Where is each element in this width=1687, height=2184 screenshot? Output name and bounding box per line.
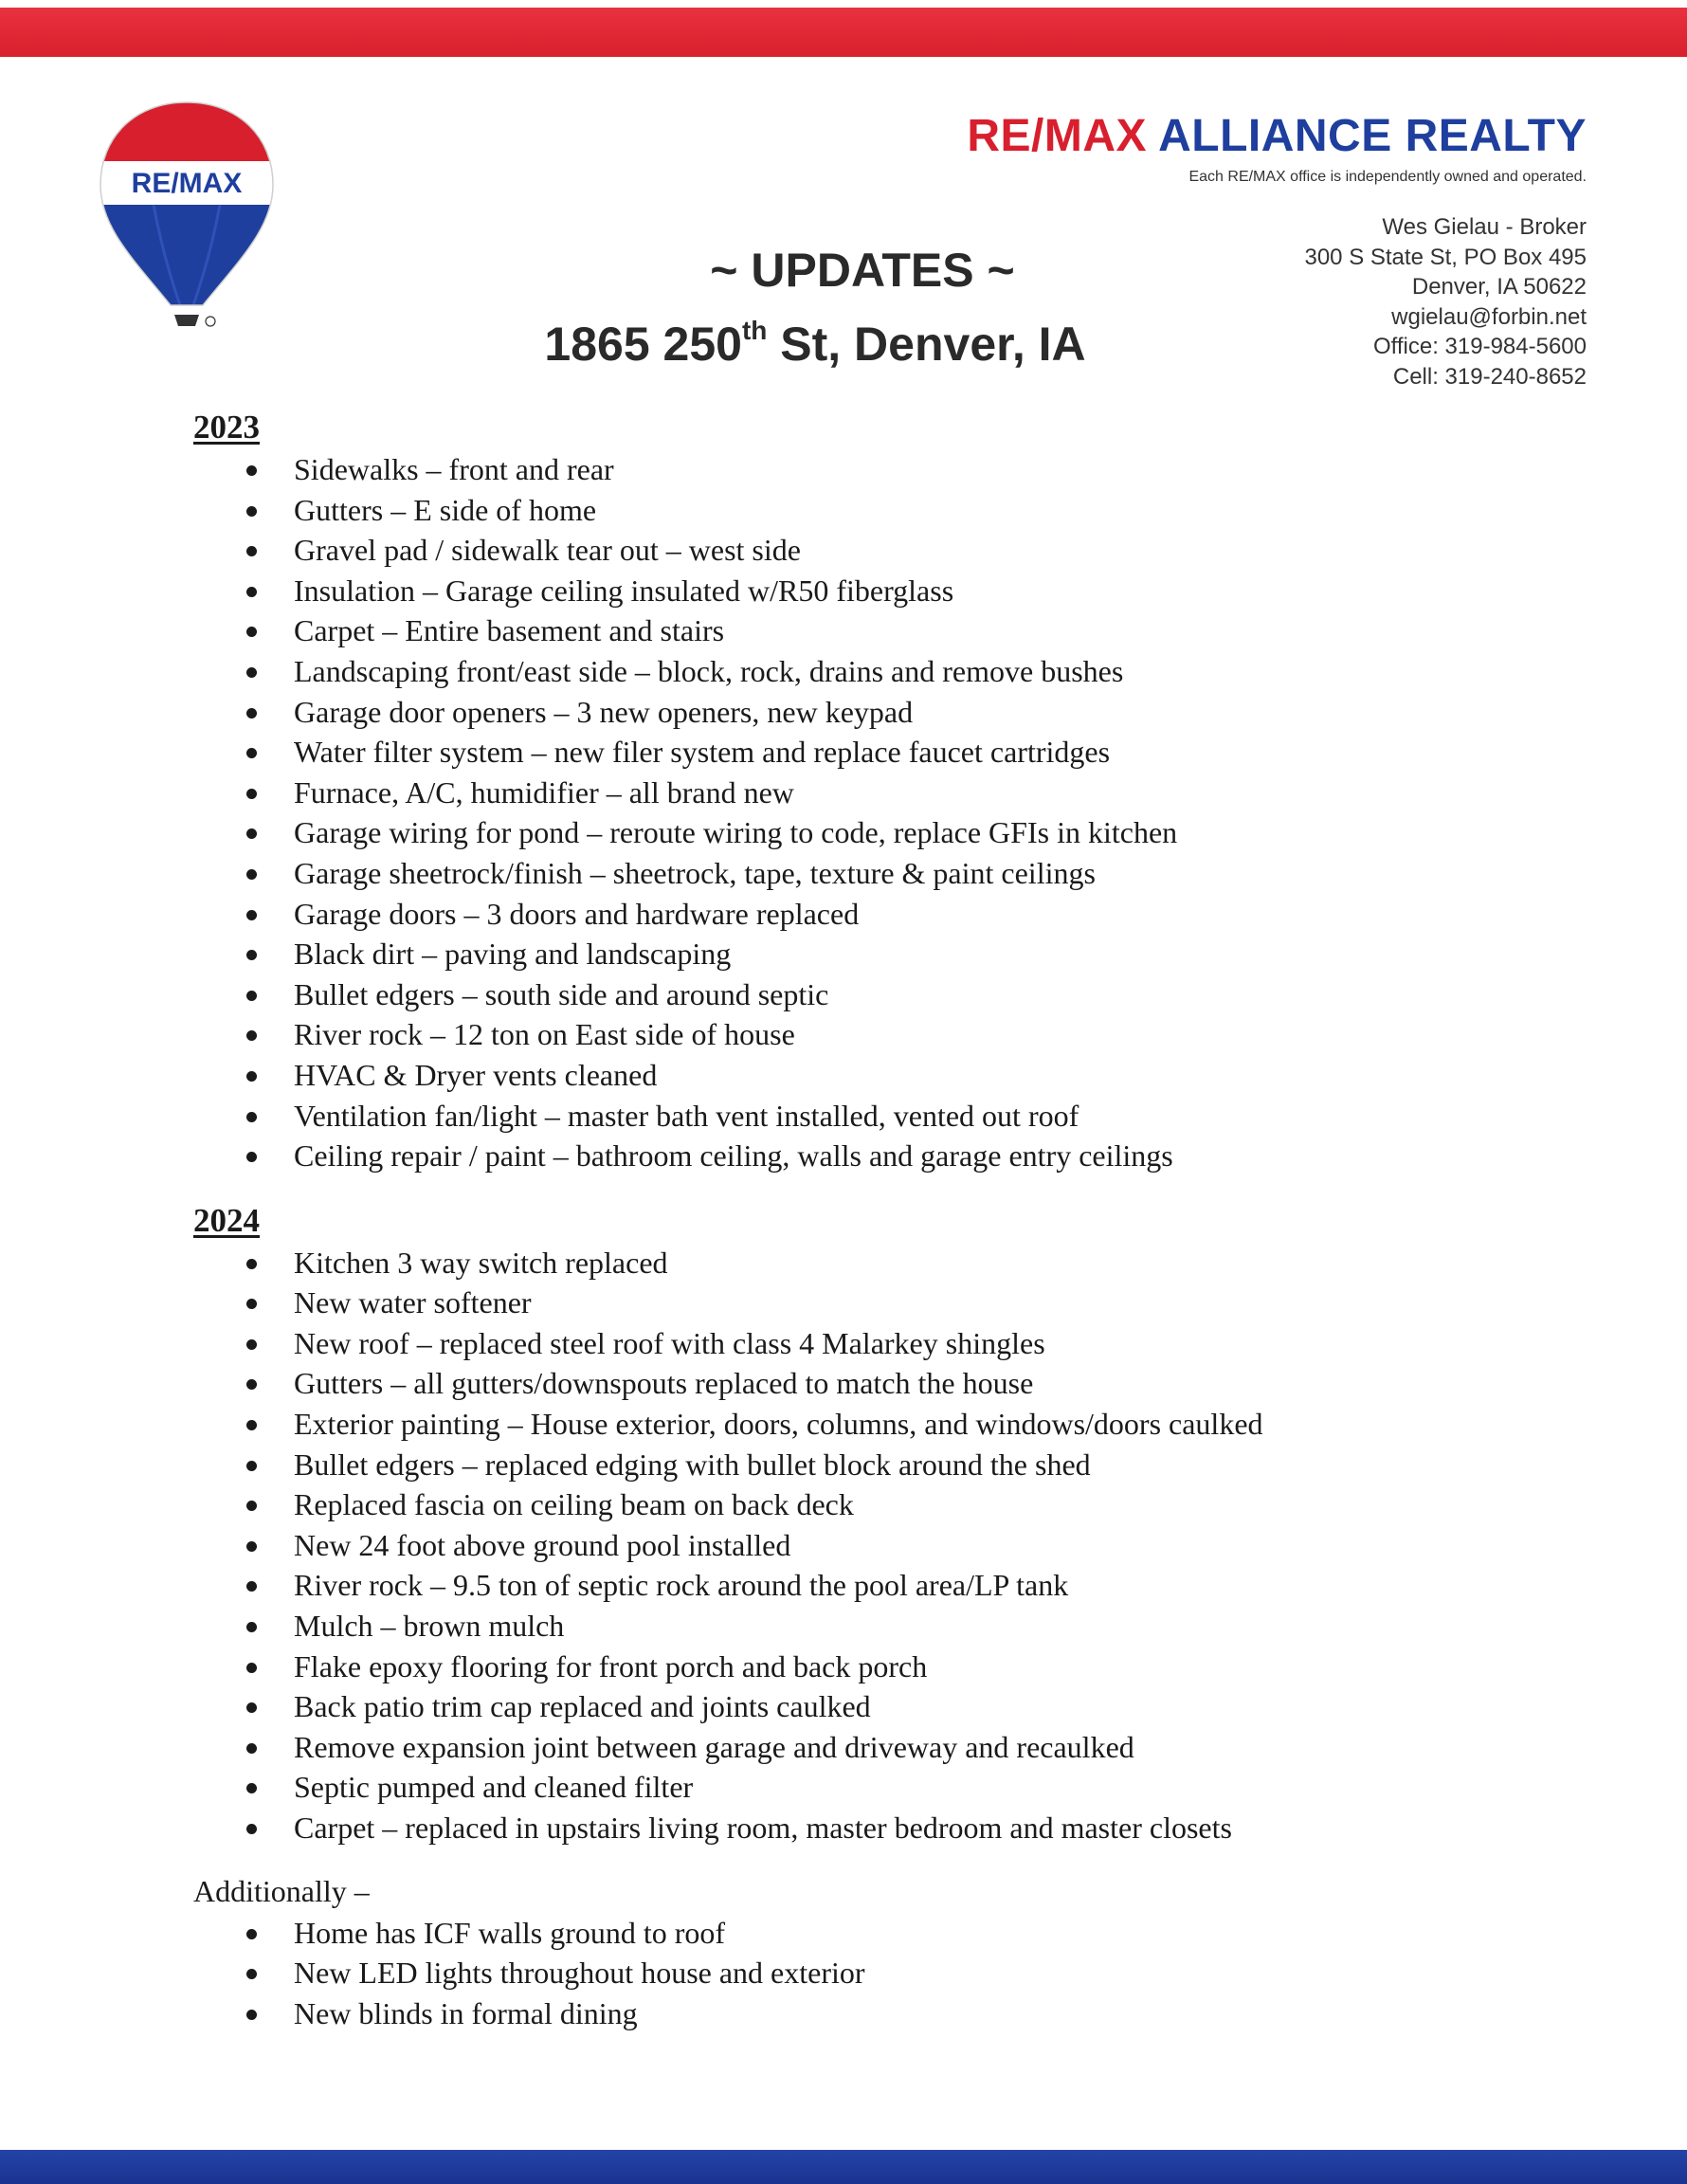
list-item: HVAC & Dryer vents cleaned	[193, 1055, 1539, 1096]
list-item: Furnace, A/C, humidifier – all brand new	[193, 773, 1539, 813]
list-item: Garage sheetrock/finish – sheetrock, tape, texture & paint ceilings	[193, 853, 1539, 894]
office-phone: Office: 319-984-5600	[1372, 334, 1587, 359]
list-item: River rock – 12 ton on East side of house	[193, 1014, 1539, 1055]
address-number: 1865 250	[544, 318, 742, 371]
list-item: Kitchen 3 way switch replaced	[193, 1243, 1539, 1283]
list-item: Garage doors – 3 doors and hardware replaced	[193, 894, 1539, 935]
list-item: Black dirt – paving and landscaping	[193, 934, 1539, 974]
list-item: Garage door openers – 3 new openers, new keypad	[193, 692, 1539, 733]
list-item: Ceiling repair / paint – bathroom ceiling, walls and garage entry ceilings	[193, 1136, 1539, 1176]
list-item: New water softener	[193, 1283, 1539, 1323]
section-2024-list	[193, 1243, 1539, 1848]
top-red-band	[0, 8, 1687, 57]
list-item: Garage wiring for pond – reroute wiring to code, replace GFIs in kitchen	[193, 812, 1539, 853]
brand-alliance-realty: ALLIANCE REALTY	[1158, 111, 1587, 161]
list-item: Home has ICF walls ground to roof	[193, 1913, 1539, 1954]
list-item: River rock – 9.5 ton of septic rock around the pool area/LP tank	[193, 1565, 1539, 1606]
brand-tagline: Each RE/MAX office is independently owned and operated.	[1188, 169, 1587, 185]
bottom-blue-band	[0, 2150, 1687, 2184]
list-item: Flake epoxy flooring for front porch and back porch	[193, 1647, 1539, 1687]
page-title: ~ UPDATES ~	[710, 244, 1015, 297]
street-address: 300 S State St, PO Box 495	[1304, 244, 1587, 270]
section-2024-title: 2024	[193, 1201, 260, 1239]
cell-phone: Cell: 319-240-8652	[1392, 363, 1587, 390]
contact-block	[1304, 212, 1587, 391]
list-item: Sidewalks – front and rear	[193, 449, 1539, 490]
remax-balloon-logo	[97, 95, 277, 341]
list-item: Ventilation fan/light – master bath vent installed, vented out roof	[193, 1096, 1539, 1137]
list-item: Replaced fascia on ceiling beam on back deck	[193, 1484, 1539, 1525]
list-item: Gravel pad / sidewalk tear out – west side	[193, 530, 1539, 571]
list-item: Landscaping front/east side – block, rock, drains and remove bushes	[193, 651, 1539, 692]
list-item: New 24 foot above ground pool installed	[193, 1525, 1539, 1566]
list-item: Bullet edgers – replaced edging with bullet block around the shed	[193, 1445, 1539, 1485]
list-item: Carpet – Entire basement and stairs	[193, 610, 1539, 651]
list-item: Exterior painting – House exterior, doors, columns, and windows/doors caulked	[193, 1404, 1539, 1445]
list-item: New blinds in formal dining	[193, 1993, 1539, 2034]
list-item: Mulch – brown mulch	[193, 1606, 1539, 1647]
updates-content	[193, 406, 1539, 2033]
additional-title: Additionally –	[193, 1873, 370, 1908]
list-item: New roof – replaced steel roof with class 4 Malarkey shingles	[193, 1323, 1539, 1364]
list-item: Insulation – Garage ceiling insulated w/R50 fiberglass	[193, 571, 1539, 611]
address-suffix: th	[741, 316, 768, 346]
brand-name	[967, 110, 1587, 162]
list-item: Gutters – E side of home	[193, 490, 1539, 531]
list-item: Bullet edgers – south side and around septic	[193, 974, 1539, 1015]
list-item: Water filter system – new filer system and replace faucet cartridges	[193, 732, 1539, 773]
list-item: New LED lights throughout house and exterior	[193, 1953, 1539, 1993]
list-item: Gutters – all gutters/downspouts replaced to match the house	[193, 1363, 1539, 1404]
address-rest: St, Denver, IA	[767, 318, 1086, 371]
broker-name: Wes Gielau - Broker	[1382, 214, 1587, 240]
city-state-zip: Denver, IA 50622	[1411, 274, 1587, 300]
section-2023-list	[193, 449, 1539, 1176]
list-item: Remove expansion joint between garage and driveway and recaulked	[193, 1727, 1539, 1768]
email-address: wgielau@forbin.net	[1391, 303, 1587, 330]
additional-list	[193, 1913, 1539, 2034]
list-item: Septic pumped and cleaned filter	[193, 1767, 1539, 1808]
list-item: Back patio trim cap replaced and joints caulked	[193, 1686, 1539, 1727]
logo-text: RE/MAX	[131, 168, 243, 199]
property-address	[544, 317, 1085, 372]
section-2023-title: 2023	[193, 409, 260, 446]
brand-remax: RE/MAX	[967, 111, 1148, 161]
list-item: Carpet – replaced in upstairs living room, master bedroom and master closets	[193, 1808, 1539, 1848]
